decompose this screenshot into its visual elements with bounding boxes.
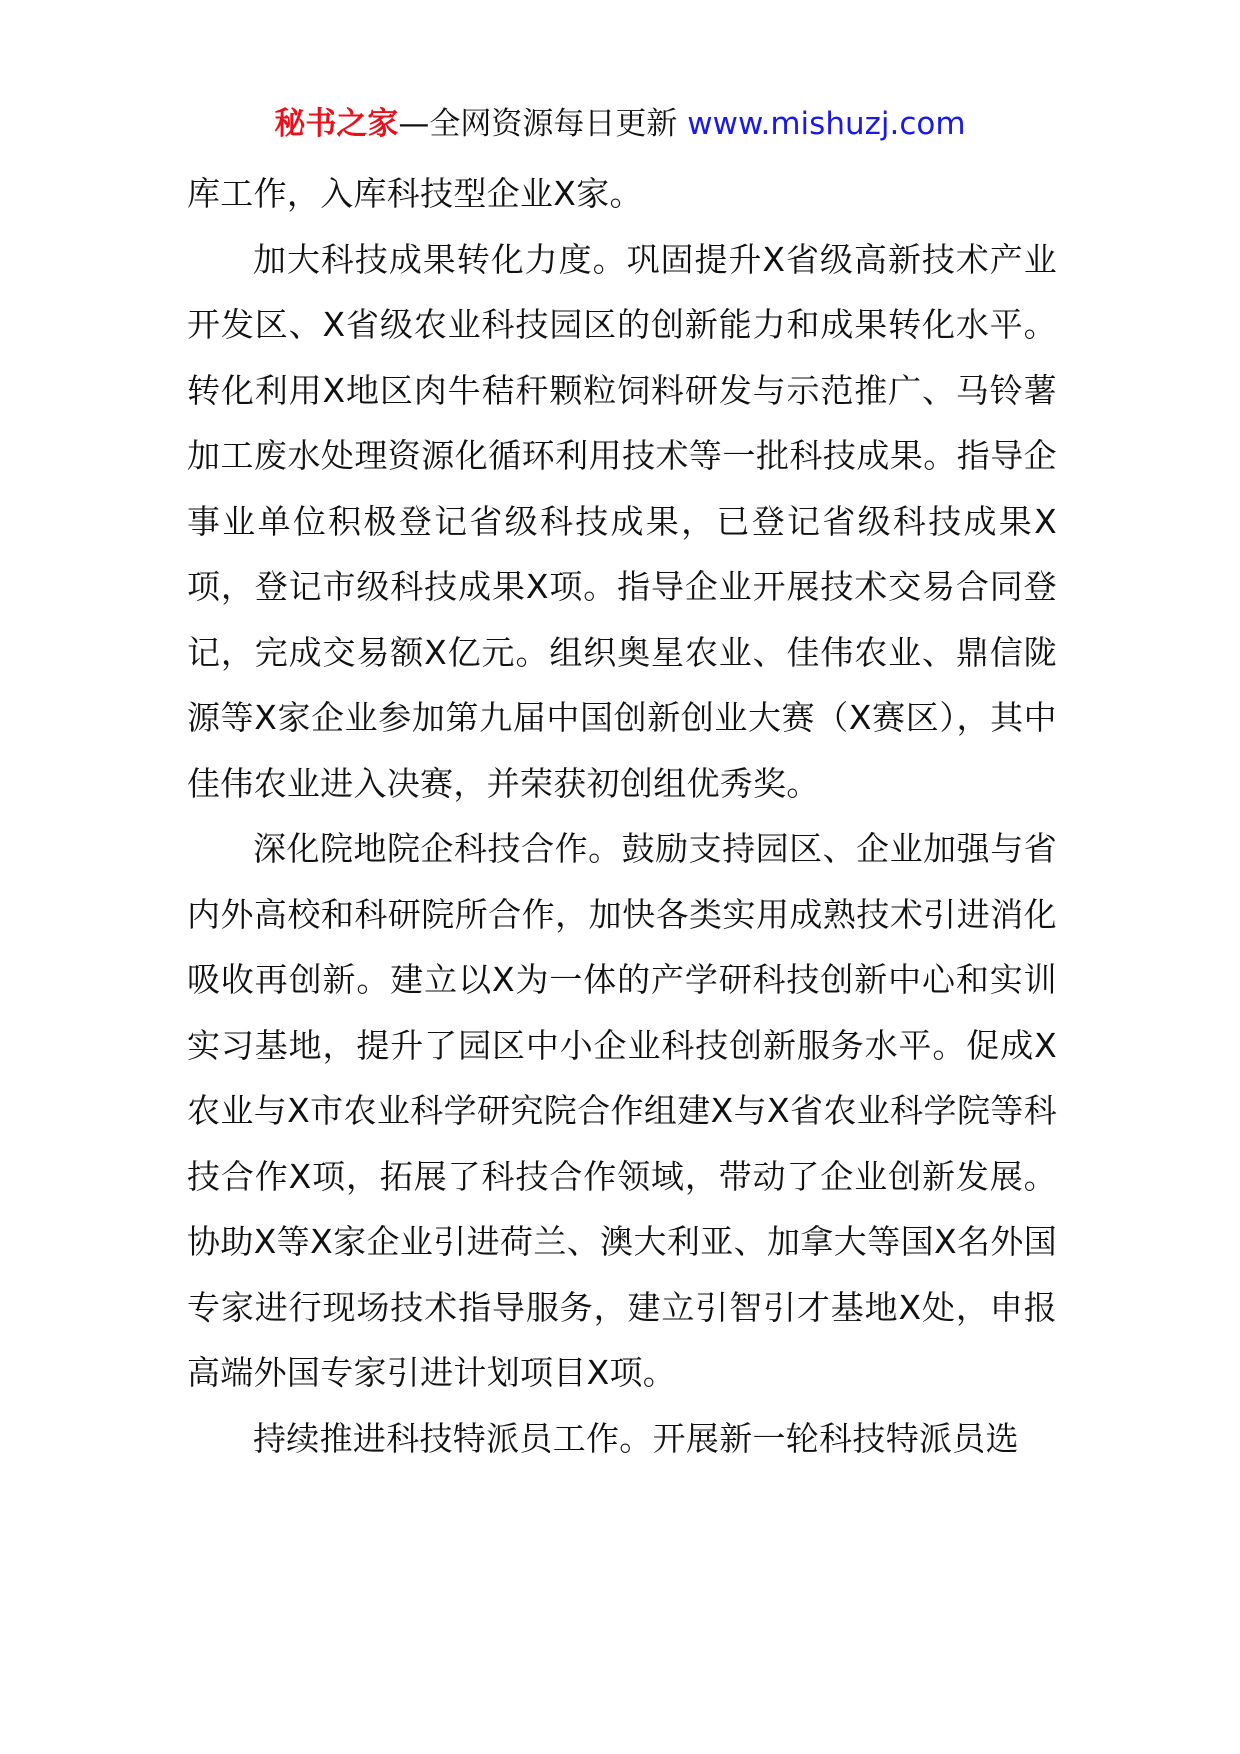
- brand-name: 秘书之家: [274, 106, 399, 142]
- paragraph-cooperation: 深化院地院企科技合作。鼓励支持园区、企业加强与省内外高校和科研院所合作，加快各类实用成熟技术引进消化吸收再创新。建立以X为一体的产学研科技创新中心和实训实习基地，提升了园区中小企业科技创新服务水平。促成X农业与X市农业科学研究院合作组建X与X省农业科学院等科技合作X项，拓展了科技合作领域，带动了企业创新发展。协助X等X家企业引进荷兰、澳大利亚、加拿大等国X名外国专家进行现场技术指导服务，建立引智引才基地X处，申报高端外国专家引进计划项目X项。: [187, 829, 1057, 1392]
- paragraph-continuation: 库工作，入库科技型企业X家。: [187, 174, 643, 213]
- site-link[interactable]: www.mishuzj.com: [687, 106, 966, 142]
- paragraph-tech-transfer: 加大科技成果转化力度。巩固提升X省级高新技术产业开发区、X省级农业科技园区的创新能力和成果转化水平。转化利用X地区肉牛秸秆颗粒饲料研发与示范推广、马铃薯加工废水处理资源化循环利用技术等一批科技成果。指导企事业单位积极登记省级科技成果，已登记省级科技成果X项，登记市级科技成果X项。指导企业开展技术交易合同登记，完成交易额X亿元。组织奥星农业、佳伟农业、鼎信陇源等X家企业参加第九届中国创新创业大赛（X赛区），其中佳伟农业进入决赛，并荣获初创组优秀奖。: [187, 239, 1057, 803]
- document-body: [187, 161, 1057, 1471]
- paragraph-special-commissioner: 持续推进科技特派员工作。开展新一轮科技特派员选: [253, 1418, 1019, 1458]
- header-tagline: —全网资源每日更新: [398, 106, 678, 142]
- page-header: [0, 104, 1240, 144]
